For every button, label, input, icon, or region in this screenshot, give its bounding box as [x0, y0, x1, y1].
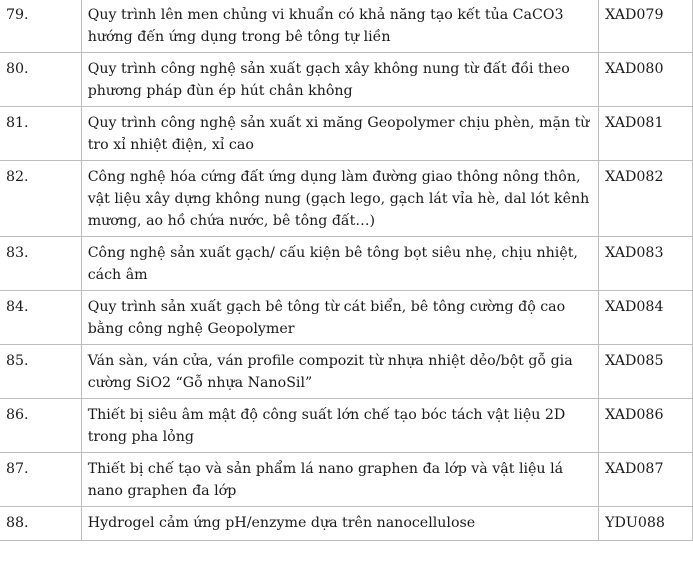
row-description: Quy trình công nghệ sản xuất gạch xây không nung từ đất đồi theo phương pháp đùn ép hút chân không — [81, 53, 598, 107]
row-number: 81. — [0, 107, 81, 161]
row-description: Công nghệ hóa cứng đất ứng dụng làm đường giao thông nông thôn, vật liệu xây dựng không nung (gạch lego, gạch lát vỉa hè, dal lót kênh mương, ao hồ chứa nước, bê tông đất…) — [81, 161, 598, 237]
row-code: XAD086 — [599, 399, 693, 453]
row-number: 80. — [0, 53, 81, 107]
row-number: 87. — [0, 453, 81, 507]
table-row — [0, 107, 693, 161]
row-description: Quy trình công nghệ sản xuất xi măng Geopolymer chịu phèn, mặn từ tro xỉ nhiệt điện, xỉ cao — [81, 107, 598, 161]
table-row — [0, 161, 693, 237]
row-code: XAD087 — [599, 453, 693, 507]
row-code: XAD085 — [599, 345, 693, 399]
row-code: XAD081 — [599, 107, 693, 161]
row-code: XAD079 — [599, 0, 693, 53]
row-number: 79. — [0, 0, 81, 53]
table-row — [0, 453, 693, 507]
row-description: Quy trình sản xuất gạch bê tông từ cát biển, bê tông cường độ cao bằng công nghệ Geopolymer — [81, 291, 598, 345]
table-row — [0, 345, 693, 399]
table-row — [0, 507, 693, 541]
row-code: XAD082 — [599, 161, 693, 237]
table-row — [0, 291, 693, 345]
row-description: Quy trình lên men chủng vi khuẩn có khả năng tạo kết tủa CaCO3 hướng đến ứng dụng trong bê tông tự liền — [81, 0, 598, 53]
row-code: XAD080 — [599, 53, 693, 107]
row-number: 86. — [0, 399, 81, 453]
row-code: YDU088 — [599, 507, 693, 541]
row-number: 85. — [0, 345, 81, 399]
row-number: 83. — [0, 237, 81, 291]
table-row — [0, 237, 693, 291]
row-description: Ván sàn, ván cửa, ván profile compozit từ nhựa nhiệt dẻo/bột gỗ gia cường SiO2 “Gỗ nhựa NanoSil” — [81, 345, 598, 399]
row-description: Thiết bị siêu âm mật độ công suất lớn chế tạo bóc tách vật liệu 2D trong pha lỏng — [81, 399, 598, 453]
table-row — [0, 399, 693, 453]
table-row — [0, 53, 693, 107]
row-number: 88. — [0, 507, 81, 541]
row-description: Hydrogel cảm ứng pH/enzyme dựa trên nanocellulose — [81, 507, 598, 541]
row-code: XAD084 — [599, 291, 693, 345]
row-description: Thiết bị chế tạo và sản phẩm lá nano graphen đa lớp và vật liệu lá nano graphen đa lớp — [81, 453, 598, 507]
row-code: XAD083 — [599, 237, 693, 291]
row-number: 84. — [0, 291, 81, 345]
table-row — [0, 0, 693, 53]
row-description: Công nghệ sản xuất gạch/ cấu kiện bê tông bọt siêu nhẹ, chịu nhiệt, cách âm — [81, 237, 598, 291]
row-number: 82. — [0, 161, 81, 237]
